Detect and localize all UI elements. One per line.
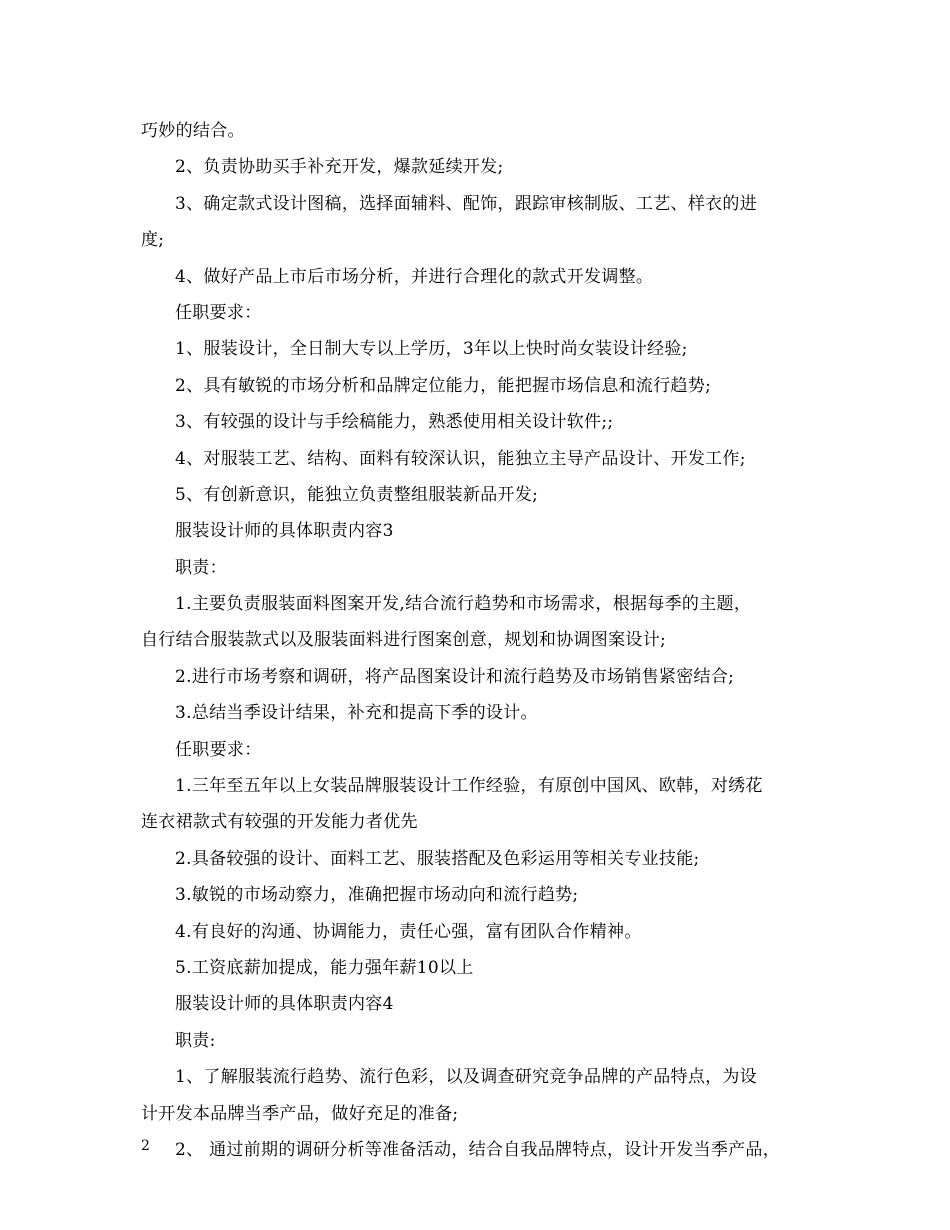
text-line: 3.敏锐的市场动察力，准确把握市场动向和流行趋势; (175, 885, 579, 906)
page-number: 2 (141, 1138, 150, 1154)
text-line: 3、有较强的设计与手绘稿能力，熟悉使用相关设计软件;; (175, 412, 614, 433)
text-line: 1.主要负责服装面料图案开发,结合流行趋势和市场需求，根据每季的主题， (175, 594, 752, 615)
text-line: 任职要求： (175, 739, 262, 760)
text-line: 4、对服装工艺、结构、面料有较深认识，能独立主导产品设计、开发工作; (175, 448, 746, 469)
text-line: 1、了解服装流行趋势、流行色彩，以及调查研究竞争品牌的产品特点，为设 (175, 1067, 758, 1088)
text-line: 2.具备较强的设计、面料工艺、服装搭配及色彩运用等相关专业技能; (175, 848, 700, 869)
text-line: 2、具有敏锐的市场分析和品牌定位能力，能把握市场信息和流行趋势; (175, 375, 712, 396)
text-line: 4、做好产品上市后市场分析，并进行合理化的款式开发调整。 (175, 266, 654, 287)
text-line: 1.三年至五年以上女装品牌服装设计工作经验，有原创中国风、欧韩，对绣花 (175, 776, 763, 797)
text-line: 2.进行市场考察和调研，将产品图案设计和流行趋势及市场销售紧密结合; (175, 666, 735, 687)
text-line: 连衣裙款式有较强的开发能力者优先 (141, 812, 418, 833)
text-line: 度; (141, 230, 165, 251)
text-line: 2、 通过前期的调研分析等准备活动，结合自我品牌特点，设计开发当季产品， (175, 1139, 781, 1160)
text-line: 5.工资底薪加提成，能力强年薪10以上 (175, 957, 474, 978)
text-line: 3、确定款式设计图稿，选择面辅料、配饰，跟踪审核制版、工艺、样衣的进 (175, 193, 758, 214)
text-line: 1、服装设计，全日制大专以上学历，3年以上快时尚女装设计经验; (175, 339, 688, 360)
text-line: 服装设计师的具体职责内容4 (175, 994, 394, 1015)
text-line: 自行结合服装款式以及服装面料进行图案创意，规划和协调图案设计; (141, 630, 667, 651)
text-line: 任职要求： (175, 302, 262, 323)
document-body (141, 113, 811, 1168)
text-line: 巧妙的结合。 (141, 121, 245, 141)
text-line: 职责： (175, 557, 227, 578)
text-line: 职责: (175, 1030, 216, 1051)
text-line: 5、有创新意识，能独立负责整组服装新品开发; (175, 484, 539, 505)
text-line: 3.总结当季设计结果，补充和提高下季的设计。 (175, 703, 538, 724)
text-line: 2、负责协助买手补充开发，爆款延续开发; (175, 157, 504, 178)
text-line: 4.有良好的沟通、协调能力，责任心强，富有团队合作精神。 (175, 921, 642, 942)
text-line: 服装设计师的具体职责内容3 (175, 521, 394, 542)
text-line: 计开发本品牌当季产品，做好充足的准备; (141, 1103, 459, 1124)
